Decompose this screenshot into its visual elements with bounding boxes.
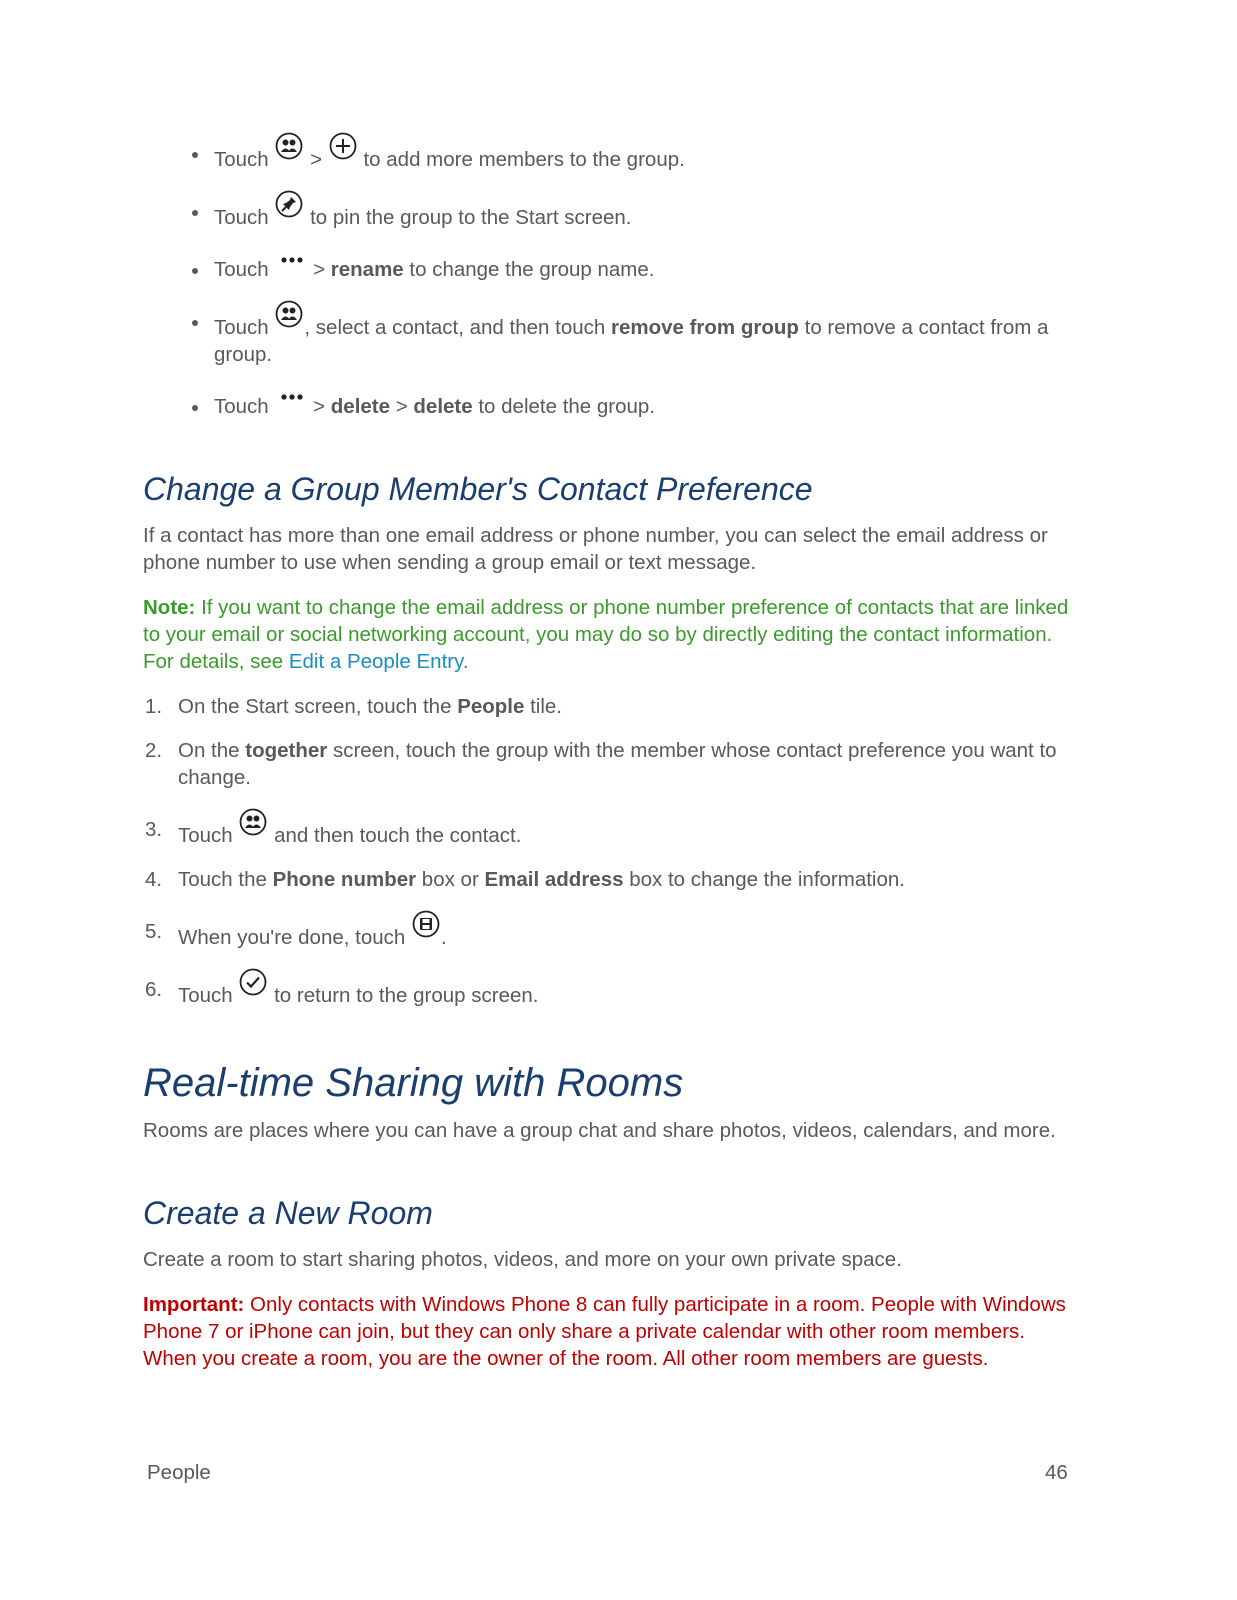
list-item: Touch to pin the group to the Start screen. xyxy=(143,198,1083,231)
bullet-dot xyxy=(192,152,198,158)
step-item: 4. Touch the Phone number box or Email address box to change the information. xyxy=(145,868,905,891)
members-icon xyxy=(275,300,303,328)
footer-section-name: People xyxy=(147,1461,211,1484)
members-icon xyxy=(239,808,267,836)
page-content xyxy=(143,140,1083,1372)
bullet-dot xyxy=(192,320,198,326)
step-item: 3. Touch and then touch the contact. xyxy=(143,816,1083,849)
more-icon xyxy=(280,256,304,266)
step-item: 2. On the together screen, touch the group with the member whose contact preference you want to change. xyxy=(145,739,1057,789)
note-paragraph: Note: If you want to change the email address or phone number preference of contacts that are linked to your email or social networking account, you may do so by directly editing the contact information. For details, see Edit a People Entry. xyxy=(143,596,1069,673)
edit-people-entry-link[interactable]: Edit a People Entry xyxy=(288,650,463,673)
add-icon xyxy=(329,132,357,160)
section-intro: Create a room to start sharing photos, videos, and more on your own private space. xyxy=(143,1248,902,1271)
members-icon xyxy=(275,132,303,160)
footer-page-number: 46 xyxy=(1045,1461,1068,1484)
note-label: Note: xyxy=(143,596,196,619)
bullet-dot xyxy=(192,268,198,274)
list-item: Touch > delete > delete to delete the group. xyxy=(143,393,1083,420)
list-item: Touch > to add more members to the group. xyxy=(143,140,1083,173)
chapter-heading: Real-time Sharing with Rooms xyxy=(143,1061,684,1105)
save-icon xyxy=(412,910,440,938)
bullet-dot xyxy=(192,405,198,411)
list-item: Touch , select a contact, and then touch remove from group to remove a contact from a group. xyxy=(143,308,1083,368)
section-intro: Rooms are places where you can have a group chat and share photos, videos, calendars, and more. xyxy=(143,1119,1056,1142)
bullet-dot xyxy=(192,210,198,216)
list-item: Touch > rename to change the group name. xyxy=(143,256,1083,283)
important-paragraph: Important: Only contacts with Windows Phone 8 can fully participate in a room. People with Windows Phone 7 or iPhone can join, but they can only share a private calendar with other room members. When you create a room, you are the owner of the room. All other room members are guests. xyxy=(143,1293,1066,1370)
pin-icon xyxy=(275,190,303,218)
more-icon xyxy=(280,393,304,403)
section-heading: Change a Group Member's Contact Preference xyxy=(143,471,813,507)
group-actions-list xyxy=(143,140,1083,420)
important-label: Important: xyxy=(143,1293,245,1316)
check-icon xyxy=(239,968,267,996)
step-item: 1. On the Start screen, touch the People tile. xyxy=(145,695,563,718)
section-heading: Create a New Room xyxy=(143,1195,433,1231)
section-intro: If a contact has more than one email address or phone number, you can select the email address or phone number to use when sending a group email or text message. xyxy=(143,524,1048,574)
step-item: 6. Touch to return to the group screen. xyxy=(143,976,1083,1009)
steps-list xyxy=(143,693,1083,1009)
step-item: 5. When you're done, touch . xyxy=(143,918,1083,951)
